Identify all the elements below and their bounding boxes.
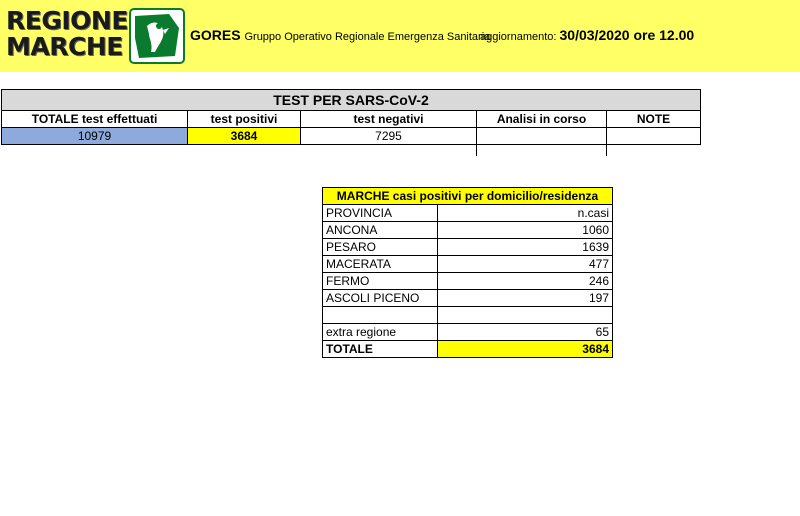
province-name: PESARO [323,239,438,256]
header-banner [0,0,800,72]
value-total-tests: 10979 [2,128,188,145]
province-name: MACERATA [323,256,438,273]
province-cases: 477 [438,256,613,273]
header-negative-tests: test negativi [301,111,477,128]
tests-value-row [2,128,701,145]
tests-title-row [2,90,701,111]
total-label: TOTALE [323,341,438,358]
header-positive-tests: test positivi [188,111,301,128]
province-cases: 246 [438,273,613,290]
spacer-cell [188,145,301,157]
update-label: aggiornamento: [480,31,557,43]
province-title-row [323,188,613,205]
value-notes [607,128,701,145]
table-row [323,290,613,307]
province-name: ASCOLI PICENO [323,290,438,307]
logo-line-2: MARCHE [6,32,123,61]
org-full-name: Gruppo Operativo Regionale Emergenza Sanitaria [244,31,491,43]
logo-line-1: REGIONE [6,6,128,35]
region-emblem-icon [129,8,185,64]
table-row [323,239,613,256]
spacer-cell [477,145,607,157]
update-value: 30/03/2020 ore 12.00 [559,27,695,43]
cases-column-label: n.casi [438,205,613,222]
empty-cell [323,307,438,324]
regione-marche-logo [6,8,186,64]
organization-label [190,27,490,43]
spacer-cell [2,145,188,157]
extra-region-label: extra regione [323,324,438,341]
value-negative-tests: 7295 [301,128,477,145]
tests-title: TEST PER SARS-CoV-2 [2,90,701,111]
tests-spacer-row [2,145,701,157]
province-table-title: MARCHE casi positivi per domicilio/residenza [323,188,613,205]
table-row [323,222,613,239]
spacer-cell [607,145,701,157]
province-cases: 1060 [438,222,613,239]
tests-table [1,89,701,156]
province-cases: 1639 [438,239,613,256]
value-positive-tests: 3684 [188,128,301,145]
value-analysis-in-progress [477,128,607,145]
province-column-label: PROVINCIA [323,205,438,222]
table-row [323,273,613,290]
spacer-cell [301,145,477,157]
update-info [480,27,694,43]
extra-region-row [323,324,613,341]
extra-region-cases: 65 [438,324,613,341]
province-header-row [323,205,613,222]
table-row [323,256,613,273]
total-cases: 3684 [438,341,613,358]
empty-cell [438,307,613,324]
province-name: FERMO [323,273,438,290]
header-total-tests: TOTALE test effettuati [2,111,188,128]
province-name: ANCONA [323,222,438,239]
header-notes: NOTE [607,111,701,128]
tests-header-row [2,111,701,128]
province-cases: 197 [438,290,613,307]
empty-row [323,307,613,324]
province-cases-table [322,187,613,358]
header-analysis-in-progress: Analisi in corso [477,111,607,128]
org-name: GORES [190,27,241,43]
logo-text [6,8,130,60]
total-row [323,341,613,358]
